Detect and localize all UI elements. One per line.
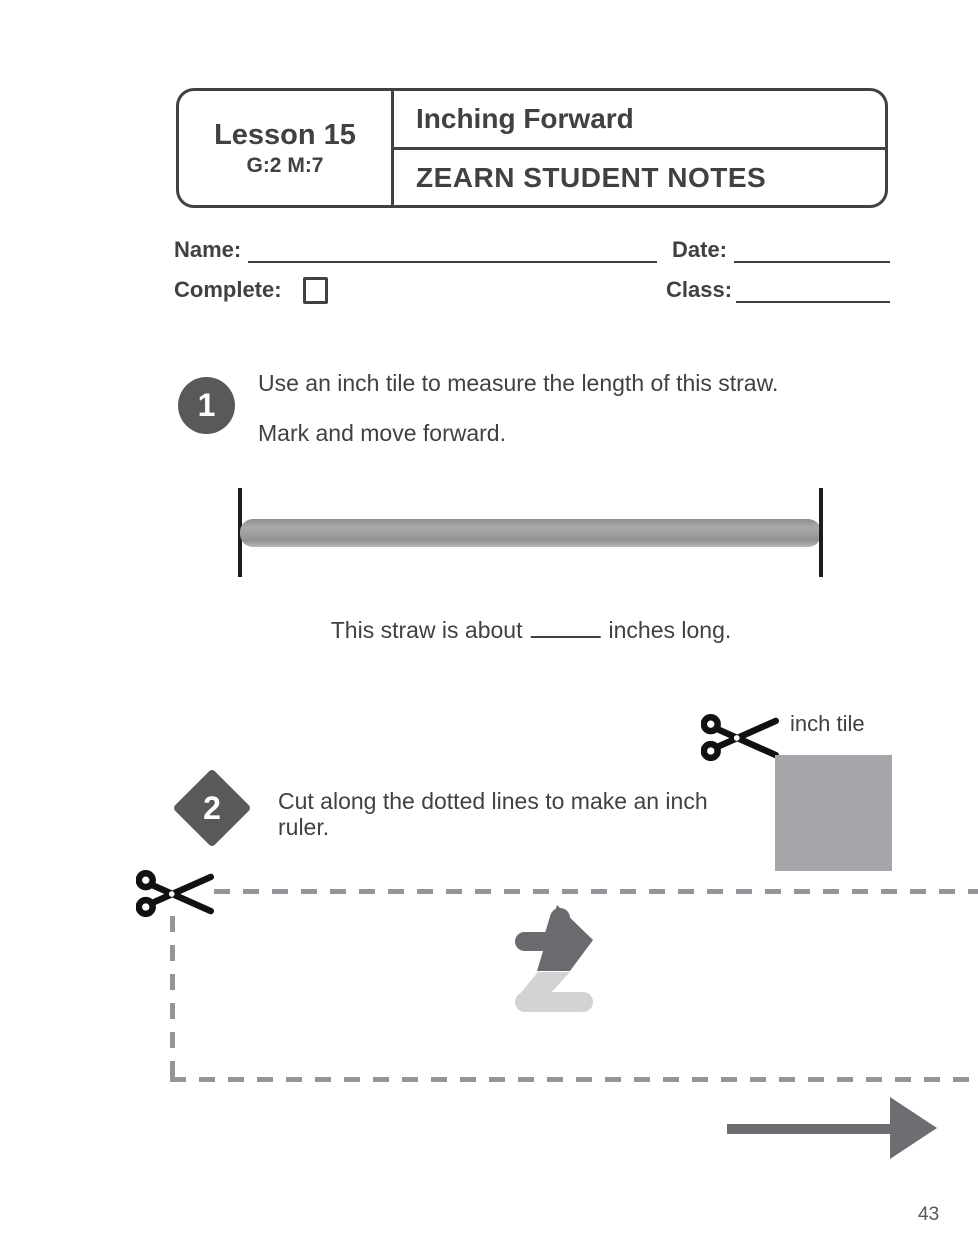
complete-checkbox[interactable] xyxy=(303,277,328,304)
lesson-code: G:2 M:7 xyxy=(246,153,324,177)
inch-tile-label: inch tile xyxy=(790,711,865,736)
cut-line-left xyxy=(170,916,175,1082)
cut-line-top xyxy=(214,889,978,894)
fill-in-after: inches long. xyxy=(608,617,732,643)
lesson-title: Lesson 15 xyxy=(214,118,356,151)
zearn-logo xyxy=(513,900,595,1013)
worksheet-title: Inching Forward xyxy=(394,91,885,150)
inch-tile-square xyxy=(775,755,892,871)
problem-2-instruction xyxy=(278,788,708,840)
class-label: Class: xyxy=(666,277,733,302)
class-line[interactable] xyxy=(736,301,890,303)
problem-1-instruction-line-2: Mark and move forward. xyxy=(258,420,506,446)
straw xyxy=(240,519,821,547)
worksheet-subtitle: ZEARN STUDENT NOTES xyxy=(416,161,767,193)
date-line[interactable] xyxy=(734,261,890,263)
answer-blank[interactable] xyxy=(531,614,601,638)
complete-label: Complete: xyxy=(174,277,282,302)
fill-in-before: This straw is about xyxy=(330,617,523,643)
scissors-icon xyxy=(136,869,214,919)
page-number: 43 xyxy=(918,1204,940,1225)
date-label: Date: xyxy=(672,237,728,262)
problem-1-badge xyxy=(178,377,235,434)
name-label: Name: xyxy=(174,237,242,262)
header-box xyxy=(176,88,888,208)
straw-right-tick xyxy=(819,488,823,577)
problem-2-instruction-line-1: Cut along the dotted lines to make an inch xyxy=(278,788,708,814)
problem-1-number: 1 xyxy=(197,387,216,423)
scissors-icon xyxy=(701,713,779,763)
next-page-arrow-icon xyxy=(727,1097,937,1160)
fill-in-sentence xyxy=(331,614,732,644)
problem-2-number: 2 xyxy=(203,789,221,826)
lesson-cell xyxy=(179,91,394,205)
title-cell xyxy=(394,91,885,205)
problem-2-instruction-line-2: ruler. xyxy=(278,814,330,840)
name-line[interactable] xyxy=(248,261,657,263)
problem-1-instruction-line-1: Use an inch tile to measure the length of this straw. xyxy=(258,370,779,396)
cut-line-bottom xyxy=(170,1077,978,1082)
